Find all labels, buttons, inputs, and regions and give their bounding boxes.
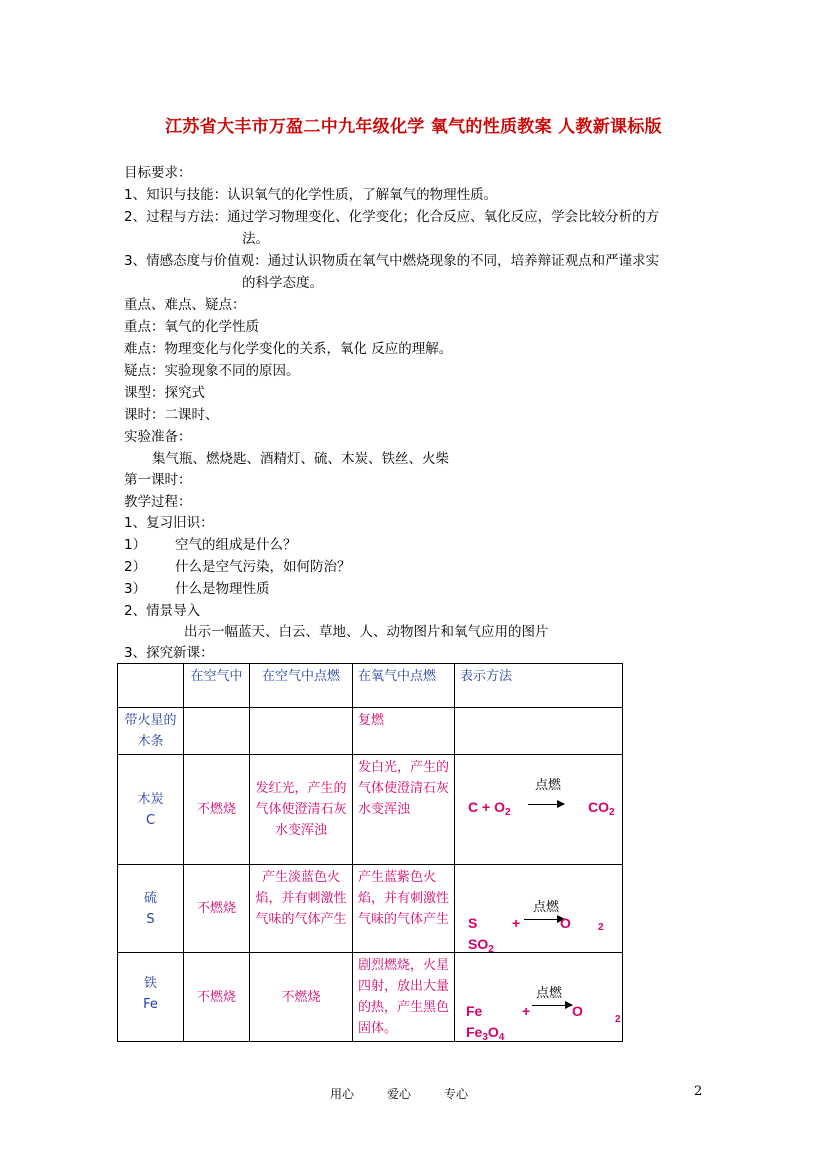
table-row [118,953,623,1042]
table-row [118,755,623,865]
substance-name: 硫 [143,890,157,906]
sulfur-product: $SO_2$ [468,936,494,955]
review-question-num: 2） [124,559,147,575]
oxygen-observation: 产生蓝紫色火焰，并有刺激性气味的气体产生 [353,865,455,953]
sulfur-reactant: S [468,915,478,931]
keys-heading: 重点、难点、疑点： [124,297,246,313]
document-title: 江苏省大丰市万盈二中九年级化学 氧气的性质教案 人教新课标版 [165,117,662,137]
review-question-num: 1） [124,537,147,553]
air-ignite-observation: 不燃烧 [250,953,353,1042]
table-row [118,865,623,953]
plus-sign: + [522,1003,531,1019]
review-question: 空气的组成是什么？ [175,537,297,553]
air-ignite-observation: 产生淡蓝色火焰，并有刺激性气味的气体产生 [250,865,353,953]
header-cell: 在空气中 [184,664,250,708]
substance-symbol: S [146,911,155,927]
iron-product: $Fe_3O_4$ [466,1024,505,1043]
substance-cell [118,953,184,1042]
prep-heading: 实验准备： [124,429,192,445]
oxygen-subscript: 2 [598,922,604,933]
condition-label: 点燃 [536,986,563,1001]
difficulty-point: 难点：物理变化与化学变化的关系，氧化 反应的理解。 [124,341,453,357]
lesson-hours: 课时：二课时、 [124,407,219,423]
plus-sign: + [512,915,521,931]
review-question-num: 3） [124,581,147,597]
air-observation: 不燃烧 [184,953,250,1042]
key-point: 重点：氧气的化学性质 [124,319,259,335]
iron-reactant: Fe [466,1003,483,1019]
oxygen-observation: 复燃 [353,708,455,755]
table-cell [455,708,623,755]
table-row [118,708,623,755]
prep-items: 集气瓶、燃烧匙、酒精灯、硫、木炭、铁丝、火柴 [152,451,449,467]
footer-text: 专心 [444,1087,469,1101]
goals-heading: 目标要求： [124,165,192,181]
air-observation: 不燃烧 [184,755,250,865]
review-question: 什么是空气污染，如何防治？ [175,559,351,575]
experiment-table [117,663,623,1042]
header-cell [118,664,184,708]
intro-text: 出示一幅蓝天、白云、草地、人、动物图片和氧气应用的图片 [184,624,549,640]
substance-symbol: C [145,812,156,828]
review-heading: 1、复习旧识： [124,515,214,531]
table-cell [184,708,250,755]
goal-emotion: 3、情感态度与价值观：通过认识物质在氧气中燃烧现象的不同，培养辩证观点和严谨求实 [124,253,660,269]
equation-cell-sulfur [455,865,623,953]
footer-text: 爱心 [387,1087,412,1101]
substance-name: 铁 [143,976,157,991]
process-heading: 教学过程： [124,494,192,510]
substance-name: 木炭 [137,791,164,807]
reaction-arrow-icon [532,1005,572,1006]
header-cell: 在氧气中点燃 [353,664,455,708]
goal-knowledge: 1、知识与技能：认识氧气的化学性质，了解氧气的物理性质。 [124,187,498,203]
oxygen-observation: 发白光，产生的气体使澄清石灰水变浑浊 [353,755,455,865]
goal-emotion-cont: 的科学态度。 [242,275,323,291]
explore-heading: 3、探究新课： [124,645,214,661]
goal-process-cont: 法。 [242,231,269,247]
substance-cell [118,865,184,953]
lesson-type: 课型：探究式 [124,385,205,401]
header-cell: 表示方法 [455,664,623,708]
condition-label: 点燃 [533,900,560,915]
footer-text: 用心 [330,1087,355,1101]
equation-cell-carbon [455,755,623,865]
air-observation: 不燃烧 [184,865,250,953]
oxygen-reactant: O [560,915,571,931]
oxygen-reactant: O [572,1003,583,1019]
table-header-row [118,664,623,708]
table-cell [250,708,353,755]
header-cell: 在空气中点燃 [250,664,353,708]
carbon-reactants: $C + O_2$ [468,799,511,818]
substance-cell [118,755,184,865]
first-lesson: 第一课时： [124,472,192,488]
reaction-arrow-icon [528,804,564,805]
reaction-arrow-icon [524,919,564,920]
air-ignite-observation: 发红光，产生的气体使澄清石灰水变浑浊 [250,755,353,865]
page-number: 2 [694,1084,703,1099]
goal-process: 2、过程与方法：通过学习物理变化、化学变化；化合反应、氧化反应，学会比较分析的方 [124,209,660,225]
substance-symbol: Fe [143,997,158,1012]
carbon-product: $CO_2$ [588,799,615,818]
condition-label: 点燃 [535,778,562,793]
equation-cell-iron [455,953,623,1042]
intro-heading: 2、情景导入 [124,603,201,619]
oxygen-subscript: 2 [615,1014,621,1025]
substance-name: 带火星的木条 [118,708,184,755]
oxygen-observation: 剧烈燃烧，火星四射，放出大量的热，产生黑色固体。 [353,953,455,1042]
doubt-point: 疑点：实验现象不同的原因。 [124,363,300,379]
review-question: 什么是物理性质 [175,581,270,597]
